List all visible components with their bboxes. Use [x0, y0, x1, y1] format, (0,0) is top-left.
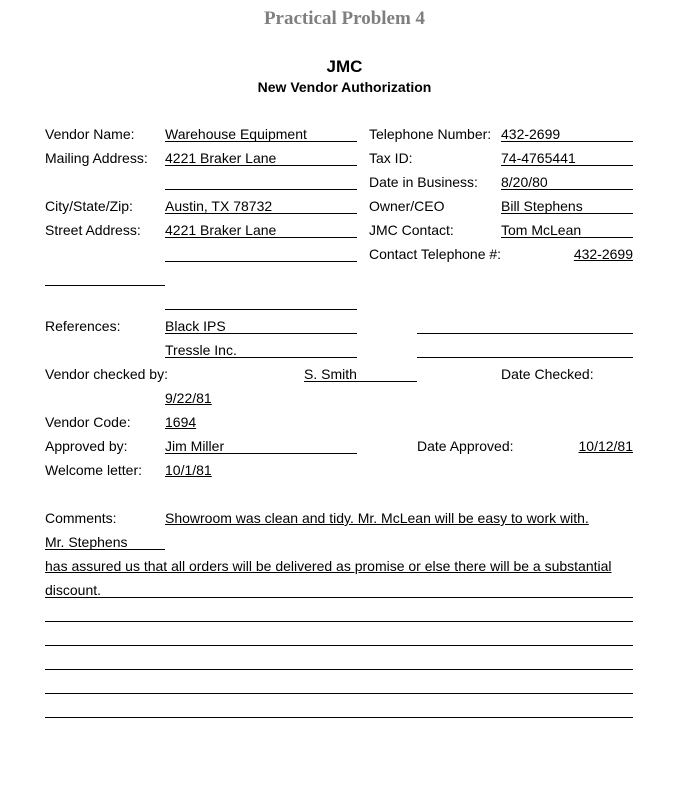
telephone-label: Telephone Number: — [369, 126, 492, 142]
tax-id-line — [501, 165, 633, 166]
date-checked-value[interactable]: 9/22/81 — [165, 390, 212, 406]
date-approved-value[interactable]: 10/12/81 — [578, 438, 633, 454]
welcome-letter-label: Welcome letter: — [45, 462, 142, 478]
street-address-label: Street Address: — [45, 222, 141, 238]
city-state-zip-line — [165, 213, 357, 214]
tax-id-label: Tax ID: — [369, 150, 413, 166]
comments-rule[interactable] — [45, 693, 633, 694]
owner-value[interactable]: Bill Stephens — [501, 198, 583, 214]
reference-4-line[interactable] — [417, 357, 633, 358]
references-label: References: — [45, 318, 121, 334]
page-title: Practical Problem 4 — [263, 8, 426, 29]
comments-rule — [45, 597, 633, 598]
approved-by-value[interactable]: Jim Miller — [165, 438, 225, 454]
blank-line[interactable] — [165, 309, 357, 310]
reference-2-value[interactable]: Tressle Inc. — [165, 342, 237, 358]
comments-rule[interactable] — [45, 645, 633, 646]
telephone-value[interactable]: 432-2699 — [501, 126, 561, 142]
city-state-zip-value[interactable]: Austin, TX 78732 — [165, 198, 273, 214]
form-subtitle: New Vendor Authorization — [257, 79, 432, 95]
company-name: JMC — [326, 57, 363, 76]
vendor-name-line — [165, 141, 357, 142]
date-in-business-value[interactable]: 8/20/80 — [501, 174, 548, 190]
telephone-line — [501, 141, 633, 142]
owner-line — [501, 213, 633, 214]
comments-label: Comments: — [45, 510, 117, 526]
comments-rule[interactable] — [45, 669, 633, 670]
vendor-name-value[interactable]: Warehouse Equipment — [165, 126, 307, 142]
date-checked-label: Date Checked: — [501, 366, 594, 382]
reference-1-line — [165, 333, 357, 334]
contact-phone-label: Contact Telephone #: — [369, 246, 502, 262]
date-in-business-label: Date in Business: — [369, 174, 478, 190]
tax-id-value[interactable]: 74-4765441 — [501, 150, 576, 166]
comments-line-2[interactable]: Mr. Stephens — [45, 534, 128, 550]
checked-by-label: Vendor checked by: — [45, 366, 168, 382]
comments-rule[interactable] — [45, 717, 633, 718]
vendor-name-label: Vendor Name: — [45, 126, 135, 142]
mailing-address-label: Mailing Address: — [45, 150, 148, 166]
comments-line-3[interactable]: has assured us that all orders will be delivered as promise or else there will be a substantial — [45, 558, 612, 574]
mailing-address-line-2[interactable] — [165, 189, 357, 190]
blank-line[interactable] — [45, 285, 165, 286]
checked-by-value[interactable]: S. Smith — [304, 366, 357, 382]
reference-2-line — [165, 357, 357, 358]
reference-3-line[interactable] — [417, 333, 633, 334]
jmc-contact-line — [501, 237, 633, 238]
reference-1-value[interactable]: Black IPS — [165, 318, 226, 334]
approved-by-line — [165, 453, 357, 454]
checked-by-line — [304, 381, 417, 382]
vendor-code-value[interactable]: 1694 — [165, 414, 197, 430]
date-in-business-line — [501, 189, 633, 190]
comments-rule[interactable] — [45, 621, 633, 622]
owner-label: Owner/CEO — [369, 198, 445, 214]
jmc-contact-label: JMC Contact: — [369, 222, 454, 238]
vendor-code-label: Vendor Code: — [45, 414, 131, 430]
comments-line-2-underline — [45, 549, 165, 550]
mailing-address-line — [165, 165, 357, 166]
approved-by-label: Approved by: — [45, 438, 128, 454]
mailing-address-value[interactable]: 4221 Braker Lane — [165, 150, 277, 166]
contact-phone-value[interactable]: 432-2699 — [573, 246, 633, 262]
date-approved-label: Date Approved: — [417, 438, 514, 454]
welcome-letter-value[interactable]: 10/1/81 — [165, 462, 212, 478]
jmc-contact-value[interactable]: Tom McLean — [501, 222, 582, 238]
street-address-value[interactable]: 4221 Braker Lane — [165, 222, 277, 238]
comments-line-4[interactable]: discount. — [45, 582, 102, 598]
street-address-line — [165, 237, 357, 238]
city-state-zip-label: City/State/Zip: — [45, 198, 133, 214]
comments-line-1[interactable]: Showroom was clean and tidy. Mr. McLean will be easy to work with. — [165, 510, 589, 526]
street-address-line-2[interactable] — [165, 261, 357, 262]
